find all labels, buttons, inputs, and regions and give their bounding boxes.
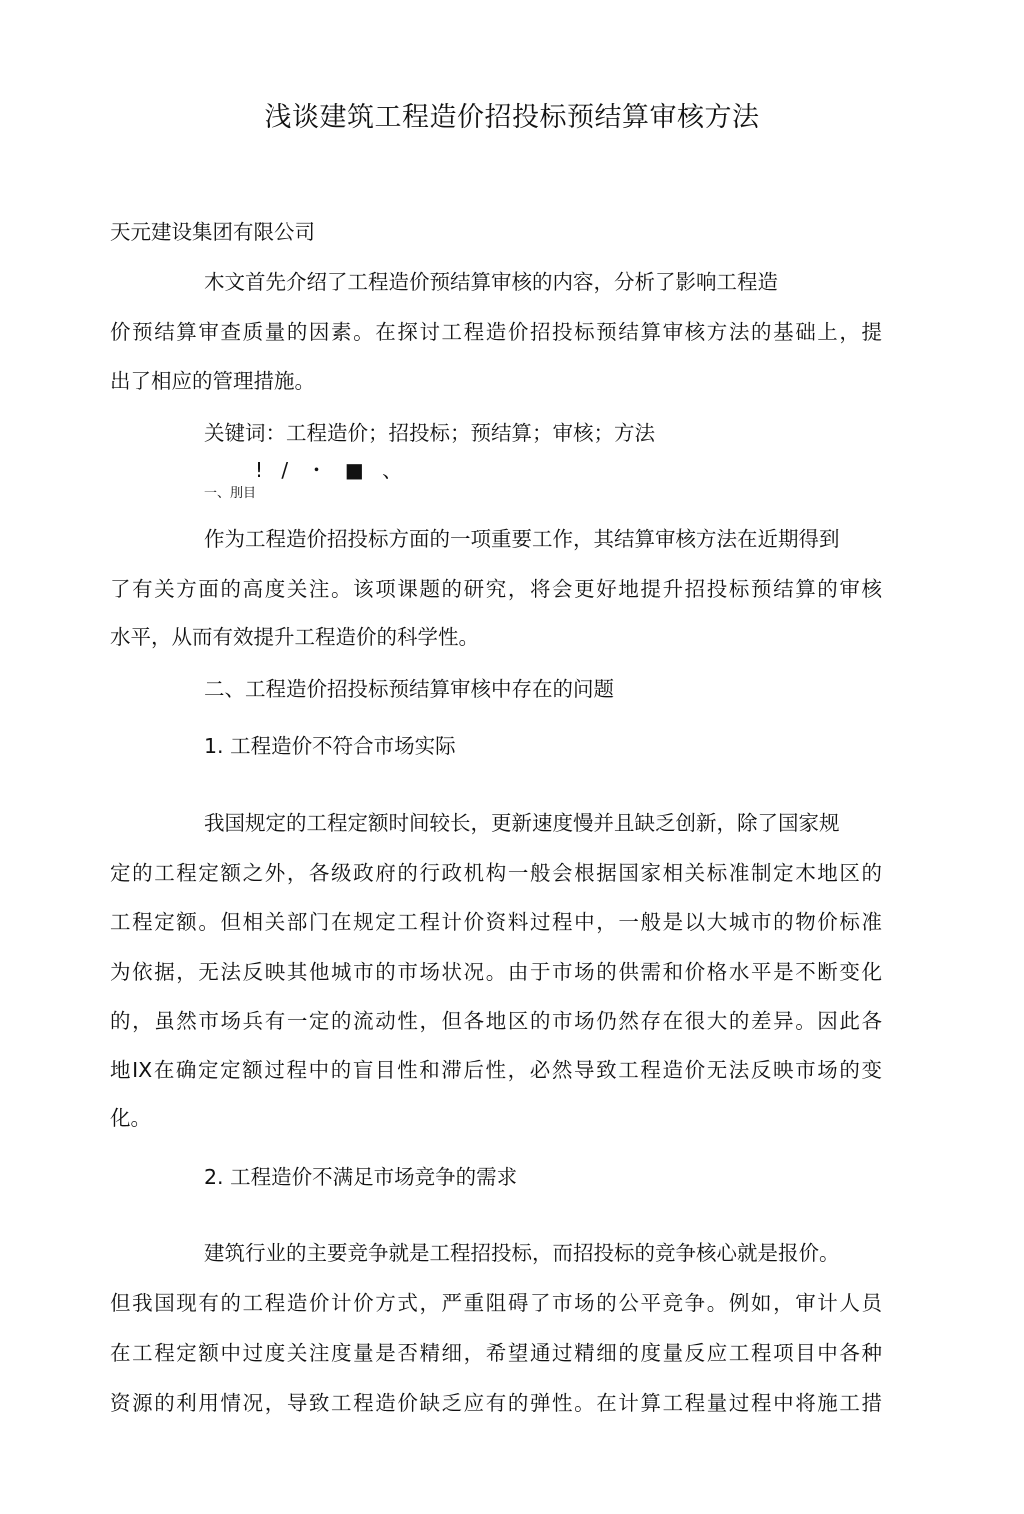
section1-heading: 一、刖目	[204, 486, 257, 501]
subsection2-line: 但我国现有的工程造价计价方式，严重阻碍了市场的公平竞争。例如，审计人员	[110, 1291, 882, 1315]
abstract-line: 价预结算审查质量的因素。在探讨工程造价招投标预结算审核方法的基础上，提	[110, 320, 882, 344]
subsection2-line: 资源的利用情况，导致工程造价缺乏应有的弹性。在计算工程量过程中将施工措	[110, 1391, 882, 1415]
subsection1-line: 的，虽然市场兵有一定的流动性，但各地区的市场仍然存在很大的差异。因此各	[110, 1009, 882, 1033]
subsection1-line: 我国规定的工程定额时间较长，更新速度慢并且缺乏创新，除了国家规	[204, 811, 840, 835]
section1-line: 水平，从而有效提升工程造价的科学性。	[110, 625, 479, 649]
section2-heading: 二、工程造价招投标预结算审核中存在的问题	[204, 677, 614, 701]
abstract-line: 木文首先介绍了工程造价预结算审核的内容，分析了影响工程造	[204, 270, 778, 294]
subsection1-heading: 1. 工程造价不符合市场实际	[204, 734, 456, 758]
subsection2-heading: 2. 工程造价不满足市场竞争的需求	[204, 1165, 518, 1189]
subsection2-line: 建筑行业的主要竞争就是工程招投标，而招投标的竞争核心就是报价。	[204, 1241, 840, 1265]
subsection1-line: 地IX在确定定额过程中的盲目性和滞后性，必然导致工程造价无法反映市场的变	[110, 1058, 882, 1082]
stray-marks: ! / ・ ■ 、	[255, 458, 409, 482]
subsection1-line: 为依据，无法反映其他城市的市场状况。由于市场的供需和价格水平是不断变化	[110, 960, 882, 984]
section1-line: 了有关方面的高度关注。该项课题的研究，将会更好地提升招投标预结算的审核	[110, 577, 882, 601]
subsection1-line: 化。	[110, 1106, 151, 1130]
company-name: 天元建设集团有限公司	[110, 220, 315, 244]
subsection1-line: 定的工程定额之外，各级政府的行政机构一般会根据国家相关标准制定木地区的	[110, 861, 882, 885]
section1-line: 作为工程造价招投标方面的一项重要工作，其结算审核方法在近期得到	[204, 527, 840, 551]
keywords-line: 关键词：工程造价；招投标；预结算；审核；方法	[204, 421, 655, 445]
subsection1-line: 工程定额。但相关部门在规定工程计价资料过程中，一般是以大城市的物价标准	[110, 910, 882, 934]
subsection2-line: 在工程定额中过度关注度量是否精细，希望通过精细的度量反应工程项目中各种	[110, 1341, 882, 1365]
document-title: 浅谈建筑工程造价招投标预结算审核方法	[264, 102, 760, 133]
abstract-line: 出了相应的管理措施。	[110, 369, 315, 393]
